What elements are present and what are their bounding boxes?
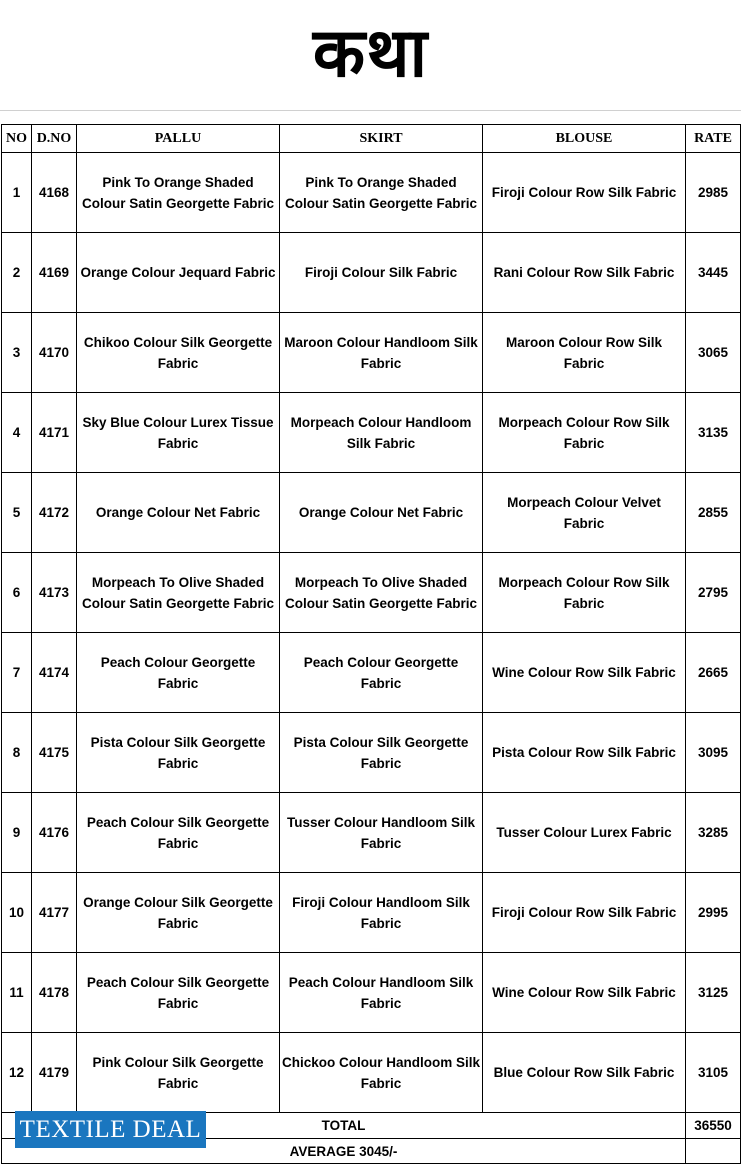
total-value: 36550 xyxy=(686,1113,741,1139)
cell-rate: 3445 xyxy=(686,233,741,313)
cell-pallu: Orange Colour Jequard Fabric xyxy=(77,233,280,313)
cell-skirt: Pink To Orange Shaded Colour Satin Georgette Fabric xyxy=(280,153,483,233)
cell-no: 11 xyxy=(2,953,32,1033)
table-row xyxy=(2,1033,741,1113)
table-row xyxy=(2,873,741,953)
table-row xyxy=(2,153,741,233)
cell-skirt: Pista Colour Silk Georgette Fabric xyxy=(280,713,483,793)
brand-badge: TEXTILE DEAL xyxy=(15,1111,206,1148)
cell-skirt: Peach Colour Georgette Fabric xyxy=(280,633,483,713)
cell-no: 5 xyxy=(2,473,32,553)
table-row xyxy=(2,313,741,393)
cell-blouse: Firoji Colour Row Silk Fabric xyxy=(483,873,686,953)
cell-dno: 4179 xyxy=(32,1033,77,1113)
cell-blouse: Morpeach Colour Row Silk Fabric xyxy=(483,553,686,633)
cell-rate: 3125 xyxy=(686,953,741,1033)
cell-no: 12 xyxy=(2,1033,32,1113)
header-skirt: SKIRT xyxy=(280,125,483,153)
cell-rate: 2985 xyxy=(686,153,741,233)
cell-no: 10 xyxy=(2,873,32,953)
cell-skirt: Orange Colour Net Fabric xyxy=(280,473,483,553)
cell-skirt: Morpeach To Olive Shaded Colour Satin Georgette Fabric xyxy=(280,553,483,633)
catalog-table xyxy=(1,124,741,1164)
cell-blouse: Maroon Colour Row Silk Fabric xyxy=(483,313,686,393)
cell-no: 2 xyxy=(2,233,32,313)
cell-rate: 3065 xyxy=(686,313,741,393)
cell-pallu: Peach Colour Silk Georgette Fabric xyxy=(77,953,280,1033)
cell-no: 1 xyxy=(2,153,32,233)
cell-skirt: Maroon Colour Handloom Silk Fabric xyxy=(280,313,483,393)
cell-dno: 4178 xyxy=(32,953,77,1033)
cell-dno: 4172 xyxy=(32,473,77,553)
cell-rate: 3285 xyxy=(686,793,741,873)
header-blouse: BLOUSE xyxy=(483,125,686,153)
cell-rate: 3095 xyxy=(686,713,741,793)
cell-dno: 4174 xyxy=(32,633,77,713)
cell-blouse: Rani Colour Row Silk Fabric xyxy=(483,233,686,313)
cell-dno: 4173 xyxy=(32,553,77,633)
cell-no: 9 xyxy=(2,793,32,873)
cell-blouse: Blue Colour Row Silk Fabric xyxy=(483,1033,686,1113)
cell-pallu: Chikoo Colour Silk Georgette Fabric xyxy=(77,313,280,393)
cell-blouse: Morpeach Colour Velvet Fabric xyxy=(483,473,686,553)
cell-blouse: Firoji Colour Row Silk Fabric xyxy=(483,153,686,233)
table-row xyxy=(2,793,741,873)
cell-dno: 4169 xyxy=(32,233,77,313)
table-row xyxy=(2,953,741,1033)
cell-no: 7 xyxy=(2,633,32,713)
cell-dno: 4171 xyxy=(32,393,77,473)
cell-dno: 4176 xyxy=(32,793,77,873)
cell-blouse: Wine Colour Row Silk Fabric xyxy=(483,633,686,713)
header-row xyxy=(2,125,741,153)
cell-dno: 4175 xyxy=(32,713,77,793)
table-row xyxy=(2,633,741,713)
average-empty-cell xyxy=(686,1139,741,1164)
cell-rate: 2995 xyxy=(686,873,741,953)
cell-pallu: Pink To Orange Shaded Colour Satin Georgette Fabric xyxy=(77,153,280,233)
catalog-title: कथा xyxy=(312,14,429,93)
cell-rate: 3105 xyxy=(686,1033,741,1113)
header-rate: RATE xyxy=(686,125,741,153)
cell-skirt: Firoji Colour Handloom Silk Fabric xyxy=(280,873,483,953)
cell-skirt: Morpeach Colour Handloom Silk Fabric xyxy=(280,393,483,473)
cell-blouse: Tusser Colour Lurex Fabric xyxy=(483,793,686,873)
average-label: AVERAGE 3045/- xyxy=(2,1139,686,1164)
cell-no: 3 xyxy=(2,313,32,393)
cell-no: 4 xyxy=(2,393,32,473)
total-label: TOTAL xyxy=(2,1113,686,1139)
cell-dno: 4170 xyxy=(32,313,77,393)
cell-rate: 2795 xyxy=(686,553,741,633)
title-area xyxy=(0,0,741,111)
cell-dno: 4168 xyxy=(32,153,77,233)
table-row xyxy=(2,393,741,473)
cell-skirt: Chickoo Colour Handloom Silk Fabric xyxy=(280,1033,483,1113)
cell-pallu: Pink Colour Silk Georgette Fabric xyxy=(77,1033,280,1113)
table-row xyxy=(2,713,741,793)
cell-rate: 2855 xyxy=(686,473,741,553)
cell-skirt: Firoji Colour Silk Fabric xyxy=(280,233,483,313)
cell-skirt: Tusser Colour Handloom Silk Fabric xyxy=(280,793,483,873)
cell-pallu: Sky Blue Colour Lurex Tissue Fabric xyxy=(77,393,280,473)
cell-pallu: Morpeach To Olive Shaded Colour Satin Georgette Fabric xyxy=(77,553,280,633)
cell-rate: 3135 xyxy=(686,393,741,473)
cell-skirt: Peach Colour Handloom Silk Fabric xyxy=(280,953,483,1033)
cell-pallu: Orange Colour Net Fabric xyxy=(77,473,280,553)
cell-blouse: Morpeach Colour Row Silk Fabric xyxy=(483,393,686,473)
header-no: NO xyxy=(2,125,32,153)
cell-pallu: Orange Colour Silk Georgette Fabric xyxy=(77,873,280,953)
table-row xyxy=(2,473,741,553)
cell-rate: 2665 xyxy=(686,633,741,713)
header-dno: D.NO xyxy=(32,125,77,153)
table-row xyxy=(2,233,741,313)
cell-pallu: Pista Colour Silk Georgette Fabric xyxy=(77,713,280,793)
cell-pallu: Peach Colour Silk Georgette Fabric xyxy=(77,793,280,873)
cell-no: 8 xyxy=(2,713,32,793)
cell-blouse: Wine Colour Row Silk Fabric xyxy=(483,953,686,1033)
table-row xyxy=(2,553,741,633)
cell-no: 6 xyxy=(2,553,32,633)
cell-dno: 4177 xyxy=(32,873,77,953)
cell-pallu: Peach Colour Georgette Fabric xyxy=(77,633,280,713)
header-pallu: PALLU xyxy=(77,125,280,153)
cell-blouse: Pista Colour Row Silk Fabric xyxy=(483,713,686,793)
